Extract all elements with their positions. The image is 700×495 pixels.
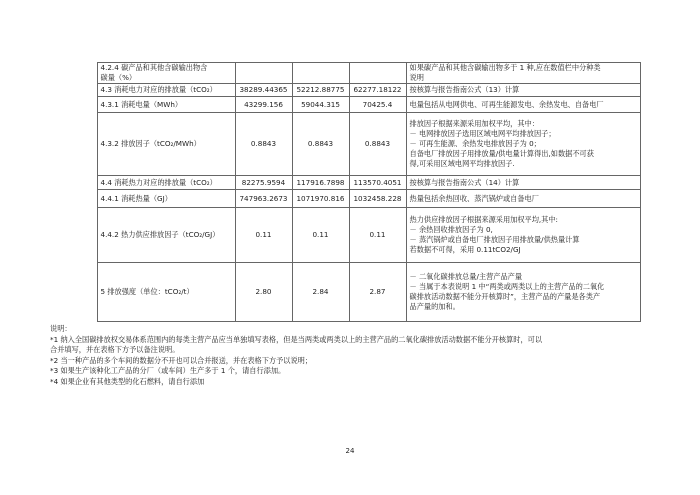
value-cell: 82275.9594 (235, 176, 292, 190)
value-cell: 1032458.228 (349, 190, 406, 208)
item-cell: 4.4.1 消耗热量（GJ） (97, 190, 235, 208)
value-cell: 2.87 (349, 263, 406, 322)
description-cell: 排放因子根据来源采用加权平均，其中： － 电网排放因子选用区域电网平均排放因子； － 可再生能源、余热发电排放因子为 0； 自备电厂排放因子用排放量/供电量计算得出,如数据不可获 得,可采用区域电网平均排放因子. (406, 113, 640, 176)
value-cell (292, 63, 349, 84)
table-notes (50, 324, 650, 388)
table-row (60, 113, 640, 176)
note-line: 合并填写，并在表格下方予以备注说明。 (50, 345, 180, 355)
table-row (60, 263, 640, 322)
value-cell: 0.8843 (292, 113, 349, 176)
note-line: *3 如果生产该种化工产品的分厂（或车间）生产多于 1 个，请自行添加。 (50, 366, 286, 376)
table-row (60, 97, 640, 113)
page-number: 24 (345, 447, 355, 455)
item-cell: 5 排放强度（单位：tCO₂/t） (97, 263, 235, 322)
item-cell: 4.3 消耗电力对应的排放量（tCO₂） (97, 84, 235, 97)
table-row (60, 63, 640, 84)
value-cell: 43299.156 (235, 97, 292, 113)
item-cell: 4.3.2 排放因子（tCO₂/MWh） (97, 113, 235, 176)
value-cell: 1071970.816 (292, 190, 349, 208)
table-row (60, 190, 640, 208)
description-cell: 按核算与报告指南公式（14）计算 (406, 176, 640, 190)
value-cell: 117916.7898 (292, 176, 349, 190)
value-cell: 0.11 (349, 208, 406, 263)
item-cell: 4.3.1 消耗电量（MWh） (97, 97, 235, 113)
item-cell: 4.2.4 碳产品和其他含碳输出物含 碳量（%） (97, 63, 235, 84)
value-cell: 2.84 (292, 263, 349, 322)
value-cell: 38289.44365 (235, 84, 292, 97)
value-cell: 0.11 (235, 208, 292, 263)
description-cell: － 二氧化碳排放总量/主营产品产量 － 当属于本表说明 1 中“两类或两类以上的主营产品的二氧化 碳排放活动数据不能分开核算时”，主营产品的产量是各类产 品产量的加和。 (406, 263, 640, 322)
emissions-table (60, 62, 641, 322)
notes-title: 说明： (50, 324, 72, 333)
note-line: *2 当一种产品的多个车间的数据分不开也可以合并报送，并在表格下方予以说明； (50, 355, 313, 365)
value-cell: 0.8843 (235, 113, 292, 176)
item-cell: 4.4.2 热力供应排放因子（tCO₂/GJ） (97, 208, 235, 263)
value-cell: 0.11 (292, 208, 349, 263)
value-cell: 0.8843 (349, 113, 406, 176)
description-cell: 电量包括从电网供电、可再生能源发电、余热发电、自备电厂 (406, 97, 640, 113)
item-cell: 4.4 消耗热力对应的排放量（tCO₂） (97, 176, 235, 190)
spanned-category-cell (60, 63, 97, 322)
table-row (60, 208, 640, 263)
description-cell: 按核算与报告指南公式（13）计算 (406, 84, 640, 97)
description-cell: 热量包括余热回收、蒸汽锅炉或自备电厂 (406, 190, 640, 208)
value-cell: 747963.2673 (235, 190, 292, 208)
value-cell: 2.80 (235, 263, 292, 322)
description-cell: 热力供应排放因子根据来源采用加权平均,其中: － 余热回收排放因子为 0, － 蒸汽锅炉或自备电厂排放因子用排放量/供热量计算 若数据不可得，采用 0.11tCO2/GJ (406, 208, 640, 263)
value-cell: 70425.4 (349, 97, 406, 113)
table-row (60, 84, 640, 97)
description-cell: 如果碳产品和其他含碳输出物多于 1 种,应在数值栏中分种类 说明 (406, 63, 640, 84)
note-line: *4 如果企业有其他类型的化石燃料，请自行添加 (50, 376, 205, 386)
value-cell (235, 63, 292, 84)
table-row (60, 176, 640, 190)
value-cell: 62277.18122 (349, 84, 406, 97)
value-cell: 52212.88775 (292, 84, 349, 97)
value-cell: 59044.315 (292, 97, 349, 113)
note-line: *1 纳入全国碳排放权交易体系范围内的每类主营产品应当单独填写表格，但是当两类或两类以上的主营产品的二氧化碳排放活动数据不能分开核算时，可以 (50, 334, 543, 344)
value-cell: 113570.4051 (349, 176, 406, 190)
value-cell (349, 63, 406, 84)
